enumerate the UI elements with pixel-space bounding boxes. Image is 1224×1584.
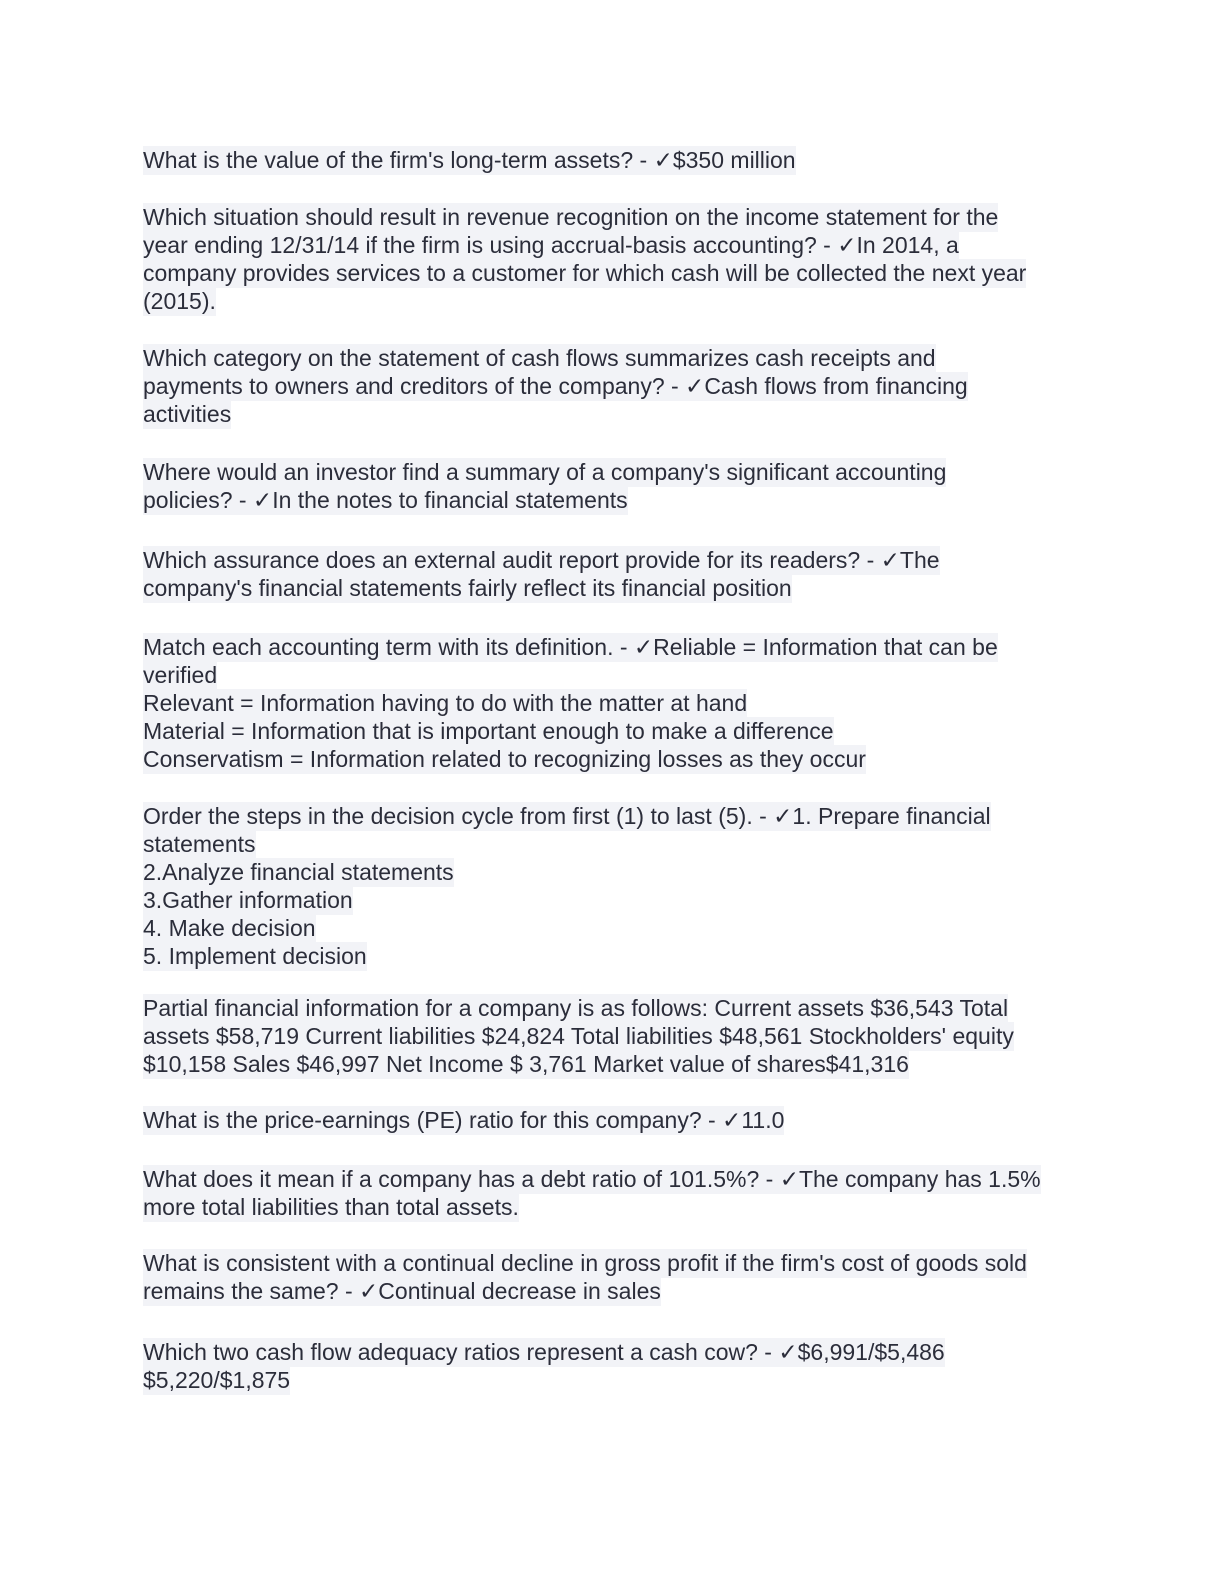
qa-item-10 <box>143 1165 1083 1221</box>
qa-text: What is the value of the firm's long-term assets? - ✓$350 million <box>143 147 796 173</box>
qa-text: Which category on the statement of cash flows summarizes cash receipts and payments to owners and creditors of the company? - ✓Cash flows from financing activities <box>143 345 968 427</box>
qa-item-3 <box>143 344 1083 428</box>
qa-text: Which two cash flow adequacy ratios represent a cash cow? - ✓$6,991/$5,486 $5,220/$1,875 <box>143 1339 945 1393</box>
qa-text: Partial financial information for a company is as follows: Current assets $36,543 Total assets $58,719 Current liabilities $24,824 Total liabilities $48,561 Stockholders' equity $10,158 Sales $46,997 Net Income $ 3,761 Market value of shares$41,316 <box>143 995 1014 1077</box>
qa-item-12 <box>143 1338 1083 1394</box>
qa-item-5 <box>143 546 1083 602</box>
qa-item-7 <box>143 802 1083 970</box>
qa-item-2 <box>143 203 1083 315</box>
qa-text: What does it mean if a company has a debt ratio of 101.5%? - ✓The company has 1.5% more total liabilities than total assets. <box>143 1166 1041 1220</box>
qa-text: What is the price-earnings (PE) ratio for this company? - ✓11.0 <box>143 1107 785 1133</box>
qa-item-8 <box>143 994 1083 1078</box>
qa-item-9 <box>143 1106 1083 1134</box>
qa-text: Order the steps in the decision cycle from first (1) to last (5). - ✓1. Prepare financial statements 2.Analyze financial statements 3.Gather information 4. Make decision 5. Implement decision <box>143 803 991 969</box>
qa-item-11 <box>143 1249 1083 1305</box>
qa-item-4 <box>143 458 1083 514</box>
qa-text: Where would an investor find a summary of a company's significant accounting policies? - ✓In the notes to financial statements <box>143 459 947 513</box>
qa-item-1 <box>143 146 1083 174</box>
qa-item-6 <box>143 633 1083 773</box>
qa-text: What is consistent with a continual decline in gross profit if the firm's cost of goods sold remains the same? - ✓Continual decrease in sales <box>143 1250 1027 1304</box>
qa-text: Which assurance does an external audit report provide for its readers? - ✓The company's financial statements fairly reflect its financial position <box>143 547 940 601</box>
qa-text: Which situation should result in revenue recognition on the income statement for the year ending 12/31/14 if the firm is using accrual-basis accounting? - ✓In 2014, a company provides services to a customer for which cash will be collected the next year (2015). <box>143 204 1027 314</box>
qa-text: Match each accounting term with its definition. - ✓Reliable = Information that can be verified Relevant = Information having to do with the matter at hand Material = Information that is important enough to make a difference Conservatism = Information related to recognizing losses as they occur <box>143 634 998 772</box>
